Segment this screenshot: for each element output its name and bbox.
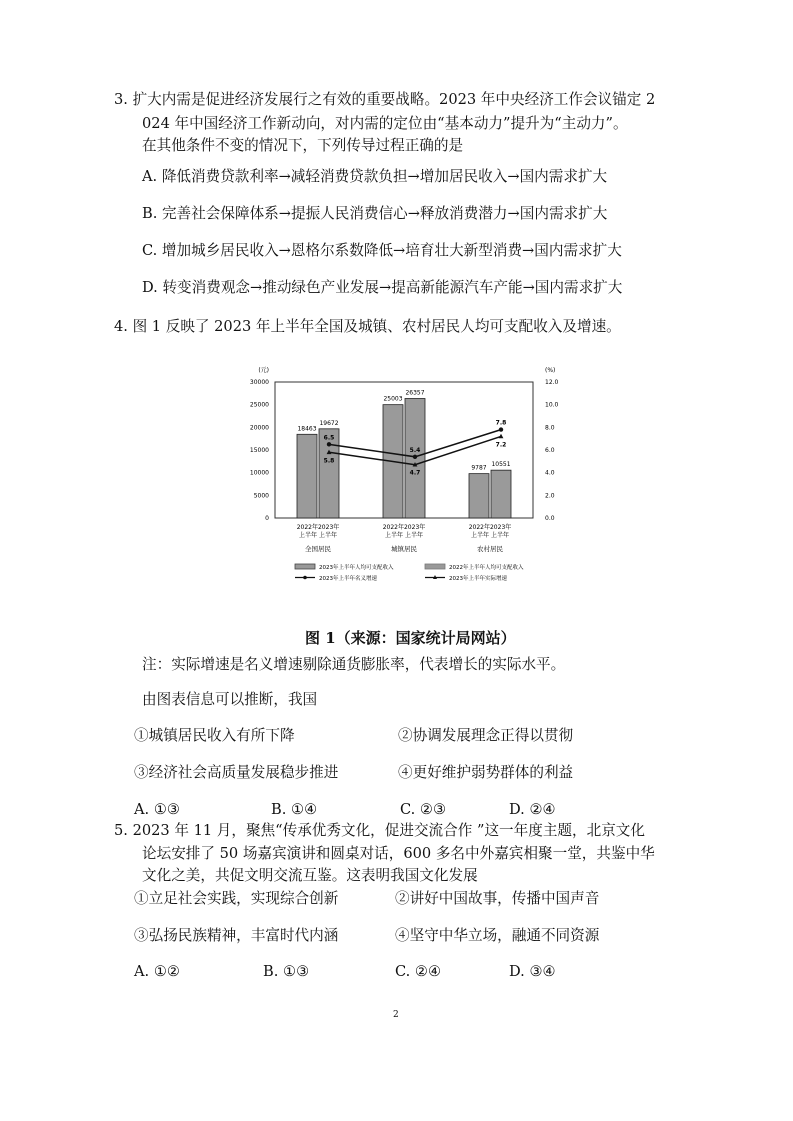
q3-option-a: A. 降低消费贷款利率→减轻消费贷款负担→增加居民收入→国内需求扩大 xyxy=(142,168,608,185)
x-tick-years: 2022年2023年 xyxy=(468,524,512,531)
bar-value-label: 10551 xyxy=(491,461,511,469)
legend-label: 2023年上半年实际增速 xyxy=(449,576,507,582)
q4-note: 注：实际增速是名义增速剔除通货膨胀率，代表增长的实际水平。 xyxy=(142,656,566,673)
bar-value-label: 19672 xyxy=(319,419,339,427)
legend-swatch xyxy=(295,564,315,569)
q5-item-2: ②讲好中国故事，传播中国声音 xyxy=(395,890,600,907)
q3-option-b: B. 完善社会保障体系→提振人民消费信心→释放消费潜力→国内需求扩大 xyxy=(142,205,608,222)
x-group-label: 全国居民 xyxy=(305,545,331,553)
legend-marker xyxy=(303,576,307,580)
y2-tick-label: 12.0 xyxy=(545,379,559,386)
nominal-growth-point xyxy=(327,442,331,446)
y2-tick-label: 8.0 xyxy=(545,424,555,432)
bar-value-label: 9787 xyxy=(471,464,487,472)
real-growth-point xyxy=(499,434,504,438)
q3-option-d: D. 转变消费观念→推动绿色产业发展→提高新能源汽车产能→国内需求扩大 xyxy=(142,279,623,296)
y2-tick-label: 0.0 xyxy=(545,515,555,522)
q5-stem-line2: 论坛安排了 50 场嘉宾演讲和圆桌对话，600 多名中外嘉宾相聚一堂，共鉴中华 xyxy=(142,845,655,862)
q4-answer-b: B. ①④ xyxy=(271,801,318,818)
y-tick-label: 0 xyxy=(265,515,269,522)
income-bar xyxy=(469,474,489,518)
nominal-growth-point xyxy=(499,427,503,431)
q5-item-1: ①立足社会实践，实现综合创新 xyxy=(134,890,339,907)
income-chart xyxy=(225,360,585,620)
q5-answer-b: B. ①③ xyxy=(263,963,310,980)
q4-answer-a: A. ①③ xyxy=(134,801,180,818)
figure-caption: 图 1（来源：国家统计局网站） xyxy=(305,629,516,647)
real-growth-label: 7.2 xyxy=(495,441,507,449)
x-tick-years: 2022年2023年 xyxy=(296,524,340,531)
right-axis-unit: (%) xyxy=(545,367,556,374)
legend-label: 2023年上半年名义增速 xyxy=(319,576,377,582)
x-group-label: 城镇居民 xyxy=(391,545,417,553)
q5-answer-d: D. ③④ xyxy=(509,963,556,980)
q5-item-4: ④坚守中华立场，融通不同资源 xyxy=(395,927,600,944)
q3-option-c: C. 增加城乡居民收入→恩格尔系数降低→培育壮大新型消费→国内需求扩大 xyxy=(142,242,622,259)
nominal-growth-label: 6.5 xyxy=(323,434,335,442)
page-number: 2 xyxy=(393,1010,399,1020)
left-axis-unit: (元) xyxy=(258,367,269,374)
q5-answer-c: C. ②④ xyxy=(395,963,442,980)
q4-item-4: ④更好维护弱势群体的利益 xyxy=(398,764,574,781)
q4-stem: 4. 图 1 反映了 2023 年上半年全国及城镇、农村居民人均可支配收入及增速。 xyxy=(114,318,621,335)
q4-item-3: ③经济社会高质量发展稳步推进 xyxy=(134,764,339,781)
nominal-growth-label: 5.4 xyxy=(409,446,421,454)
y-tick-label: 5000 xyxy=(253,492,269,500)
nominal-growth-label: 7.8 xyxy=(495,419,507,427)
x-tick-halves: 上半年 上半年 xyxy=(471,532,509,539)
y2-tick-label: 6.0 xyxy=(545,447,555,454)
income-bar xyxy=(297,434,317,518)
q4-item-2: ②协调发展理念正得以贯彻 xyxy=(398,727,574,744)
q4-answer-d: D. ②④ xyxy=(509,801,556,818)
x-group-label: 农村居民 xyxy=(477,545,503,553)
q3-stem-line2: 024 年中国经济工作新动向，对内需的定位由“基本动力”提升为“主动力”。 xyxy=(142,115,628,132)
q4-item-1: ①城镇居民收入有所下降 xyxy=(134,727,295,744)
q3-stem-line1: 3. 扩大内需是促进经济发展行之有效的重要战略。2023 年中央经济工作会议锚定 2 xyxy=(114,91,656,108)
income-bar xyxy=(491,470,511,518)
y-tick-label: 15000 xyxy=(249,447,269,454)
legend-swatch xyxy=(425,564,445,569)
y2-tick-label: 10.0 xyxy=(545,401,559,409)
bar-value-label: 18463 xyxy=(297,425,317,433)
y-tick-label: 10000 xyxy=(249,469,269,477)
q5-answer-a: A. ①② xyxy=(134,963,180,980)
q3-stem-line3: 在其他条件不变的情况下，下列传导过程正确的是 xyxy=(142,137,464,154)
q5-stem-line3: 文化之美，共促文明交流互鉴。这表明我国文化发展 xyxy=(142,867,478,884)
legend-label: 2023年上半年人均可支配收入 xyxy=(319,565,394,571)
x-tick-halves: 上半年 上半年 xyxy=(299,532,337,539)
y-tick-label: 25000 xyxy=(249,401,269,409)
q4-infer: 由图表信息可以推断，我国 xyxy=(142,691,318,708)
y2-tick-label: 4.0 xyxy=(545,469,555,477)
real-growth-label: 5.8 xyxy=(323,457,335,465)
bar-value-label: 25003 xyxy=(383,395,403,403)
y-tick-label: 20000 xyxy=(249,424,269,432)
q5-stem-line1: 5. 2023 年 11 月，聚焦“传承优秀文化，促进交流合作 ”这一年度主题，北京文化 xyxy=(114,822,645,839)
x-tick-years: 2022年2023年 xyxy=(382,524,426,531)
q5-item-3: ③弘扬民族精神，丰富时代内涵 xyxy=(134,927,339,944)
q4-answer-c: C. ②③ xyxy=(400,801,447,818)
nominal-growth-point xyxy=(413,455,417,459)
y-tick-label: 30000 xyxy=(249,379,269,386)
legend-label: 2022年上半年人均可支配收入 xyxy=(449,565,524,571)
real-growth-label: 4.7 xyxy=(409,469,421,477)
bar-value-label: 26357 xyxy=(405,389,425,397)
y2-tick-label: 2.0 xyxy=(545,492,555,500)
x-tick-halves: 上半年 上半年 xyxy=(385,532,423,539)
